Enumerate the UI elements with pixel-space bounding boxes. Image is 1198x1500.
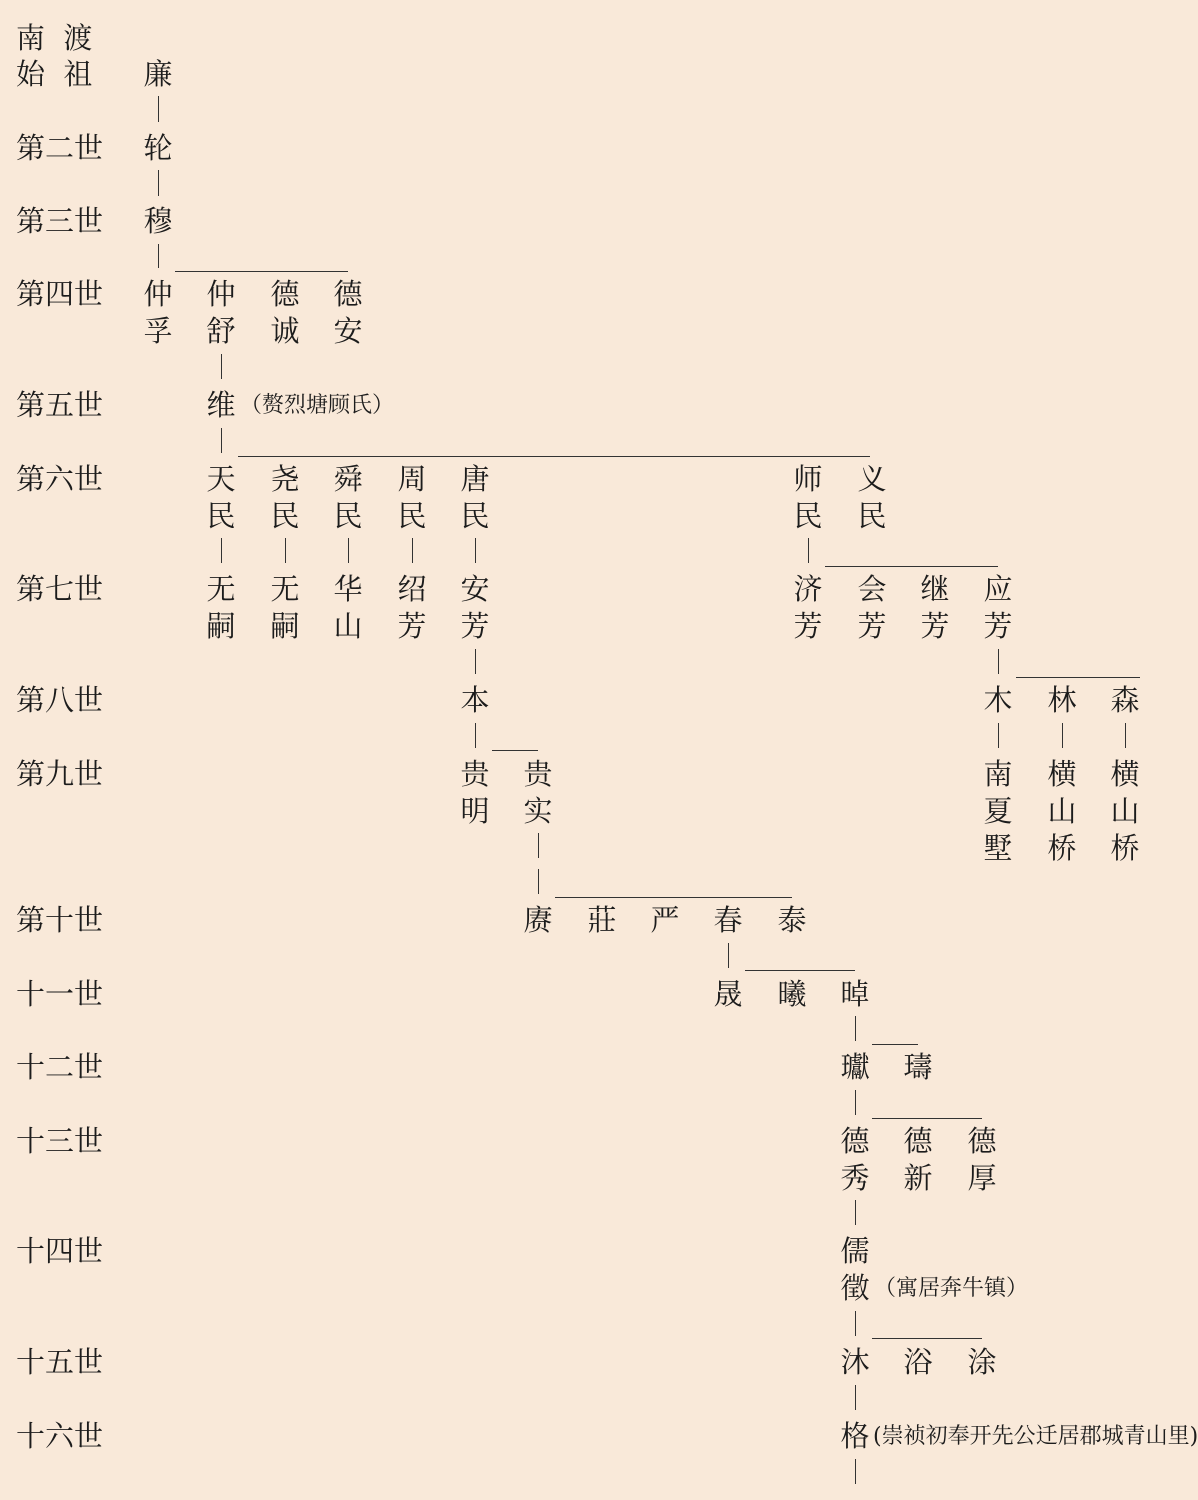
member-name-char: 唐 [460, 462, 490, 496]
member-name-char: 继 [920, 572, 950, 606]
descent-connector-line [855, 1016, 856, 1041]
generation-label: 第二世 [16, 131, 104, 165]
sibling-connector-line [492, 750, 538, 751]
member-name-char: 赓 [523, 903, 553, 937]
member-name-char: 师 [793, 462, 823, 496]
descent-connector-line [1062, 723, 1063, 748]
member-name-char: 民 [206, 499, 236, 533]
member-name-char: 瓛 [840, 1050, 870, 1084]
member-name-char: 芳 [920, 609, 950, 643]
descent-connector-line [285, 538, 286, 563]
member-name-char: 泰 [777, 903, 807, 937]
descent-connector-line [538, 833, 539, 858]
descent-connector-line [808, 538, 809, 563]
member-name-char: 曦 [777, 977, 807, 1011]
sibling-connector-line [238, 456, 870, 457]
member-name-char: 德 [840, 1124, 870, 1158]
member-name-char: 木 [983, 683, 1013, 717]
descent-connector-line [475, 538, 476, 563]
member-name-char: 桥 [1110, 831, 1140, 865]
member-name-char: 夏 [983, 794, 1013, 828]
member-name-char: 穆 [143, 204, 173, 238]
member-name-char: 山 [1110, 794, 1140, 828]
member-name-char: 晫 [840, 977, 870, 1011]
sibling-connector-line [175, 271, 348, 272]
member-name-char: 民 [270, 499, 300, 533]
descent-connector-line [348, 538, 349, 563]
member-name-char: 义 [857, 462, 887, 496]
member-name-char: 贵 [460, 757, 490, 791]
member-name-char: 春 [713, 903, 743, 937]
generation-label: 十五世 [16, 1345, 104, 1379]
descent-connector-line [855, 1090, 856, 1115]
member-name-char: 浴 [903, 1345, 933, 1379]
member-name-char: 莊 [587, 903, 617, 937]
member-name-char: 晟 [713, 977, 743, 1011]
member-name-char: 新 [903, 1161, 933, 1195]
member-note: （赘烈塘顾氏） [240, 393, 395, 418]
member-name-char: 徵 [840, 1271, 870, 1305]
generation-label: 十一世 [16, 977, 104, 1011]
descent-connector-line [475, 723, 476, 748]
member-name-char: 舒 [206, 314, 236, 348]
member-name-char: 厚 [967, 1161, 997, 1195]
sibling-connector-line [872, 1044, 918, 1045]
descent-connector-line [221, 354, 222, 379]
member-name-char: 严 [650, 903, 680, 937]
member-name-char: 芳 [460, 609, 490, 643]
generation-label: 十四世 [16, 1234, 104, 1268]
member-name-char: 舜 [333, 462, 363, 496]
member-name-char: 无 [206, 572, 236, 606]
sibling-connector-line [825, 566, 998, 567]
member-name-char: 格 [840, 1419, 870, 1453]
member-name-char: 华 [333, 572, 363, 606]
descent-connector-line [158, 170, 159, 196]
sibling-connector-line [745, 970, 855, 971]
descent-connector-line [855, 1311, 856, 1336]
descent-connector-line [855, 1459, 856, 1484]
member-name-char: 横 [1047, 757, 1077, 791]
member-name-char: 民 [397, 499, 427, 533]
member-name-char: 横 [1110, 757, 1140, 791]
generation-label: 十二世 [16, 1050, 104, 1084]
member-name-char: 芳 [983, 609, 1013, 643]
generation-label: 第三世 [16, 204, 104, 238]
member-name-char: 桥 [1047, 831, 1077, 865]
member-name-char: 民 [460, 499, 490, 533]
member-name-char: 安 [333, 314, 363, 348]
sibling-connector-line [1016, 677, 1140, 678]
descent-connector-line [158, 244, 159, 268]
member-name-char: 济 [793, 572, 823, 606]
member-name-char: 绍 [397, 572, 427, 606]
descent-connector-line [855, 1200, 856, 1225]
member-name-char: 南 [983, 757, 1013, 791]
sibling-connector-line [872, 1338, 982, 1339]
descent-connector-line [855, 1385, 856, 1410]
member-name-char: 德 [903, 1124, 933, 1158]
member-name-char: 林 [1047, 683, 1077, 717]
member-name-char: 仲 [206, 277, 236, 311]
descent-connector-line [221, 538, 222, 563]
member-name-char: 嗣 [270, 609, 300, 643]
member-name-char: 无 [270, 572, 300, 606]
descent-connector-line [475, 649, 476, 674]
generation-label: 第八世 [16, 683, 104, 717]
member-name-char: 嗣 [206, 609, 236, 643]
member-name-char: 会 [857, 572, 887, 606]
member-name-char: 山 [1047, 794, 1077, 828]
generation-label: 南 渡 [16, 21, 93, 55]
member-name-char: 芳 [857, 609, 887, 643]
member-name-char: 安 [460, 572, 490, 606]
member-name-char: 德 [270, 277, 300, 311]
member-name-char: 仲 [143, 277, 173, 311]
member-name-char: 轮 [143, 131, 173, 165]
descent-connector-line [158, 96, 159, 122]
member-name-char: 德 [333, 277, 363, 311]
member-note: (崇祯初奉开先公迁居郡城青山里) [873, 1424, 1198, 1449]
member-name-char: 德 [967, 1124, 997, 1158]
descent-connector-line [538, 869, 539, 894]
member-name-char: 实 [523, 794, 553, 828]
member-name-char: 本 [460, 683, 490, 717]
descent-connector-line [1125, 723, 1126, 748]
generation-label: 第七世 [16, 572, 104, 606]
member-name-char: 森 [1110, 683, 1140, 717]
descent-connector-line [221, 428, 222, 453]
member-name-char: 墅 [983, 831, 1013, 865]
member-name-char: 廉 [143, 57, 173, 91]
member-name-char: 秀 [840, 1161, 870, 1195]
member-name-char: 儒 [840, 1234, 870, 1268]
generation-label: 十三世 [16, 1124, 104, 1158]
member-name-char: 天 [206, 462, 236, 496]
descent-connector-line [728, 943, 729, 968]
generation-label: 始 祖 [16, 57, 93, 91]
descent-connector-line [998, 649, 999, 674]
generation-label: 第五世 [16, 388, 104, 422]
descent-connector-line [412, 538, 413, 563]
member-note: （寓居奔牛镇） [874, 1276, 1029, 1301]
member-name-char: 尧 [270, 462, 300, 496]
member-name-char: 应 [983, 572, 1013, 606]
member-name-char: 民 [793, 499, 823, 533]
member-name-char: 贵 [523, 757, 553, 791]
member-name-char: 沐 [840, 1345, 870, 1379]
generation-label: 十六世 [16, 1419, 104, 1453]
member-name-char: 璹 [903, 1050, 933, 1084]
member-name-char: 山 [333, 609, 363, 643]
member-name-char: 周 [397, 462, 427, 496]
member-name-char: 芳 [793, 609, 823, 643]
member-name-char: 明 [460, 794, 490, 828]
member-name-char: 孚 [143, 314, 173, 348]
member-name-char: 民 [857, 499, 887, 533]
member-name-char: 涂 [967, 1345, 997, 1379]
generation-label: 第九世 [16, 757, 104, 791]
member-name-char: 芳 [397, 609, 427, 643]
member-name-char: 维 [206, 388, 236, 422]
generation-label: 第十世 [16, 903, 104, 937]
generation-label: 第六世 [16, 462, 104, 496]
sibling-connector-line [555, 897, 792, 898]
member-name-char: 民 [333, 499, 363, 533]
sibling-connector-line [872, 1118, 982, 1119]
member-name-char: 诚 [270, 314, 300, 348]
descent-connector-line [998, 723, 999, 748]
generation-label: 第四世 [16, 277, 104, 311]
